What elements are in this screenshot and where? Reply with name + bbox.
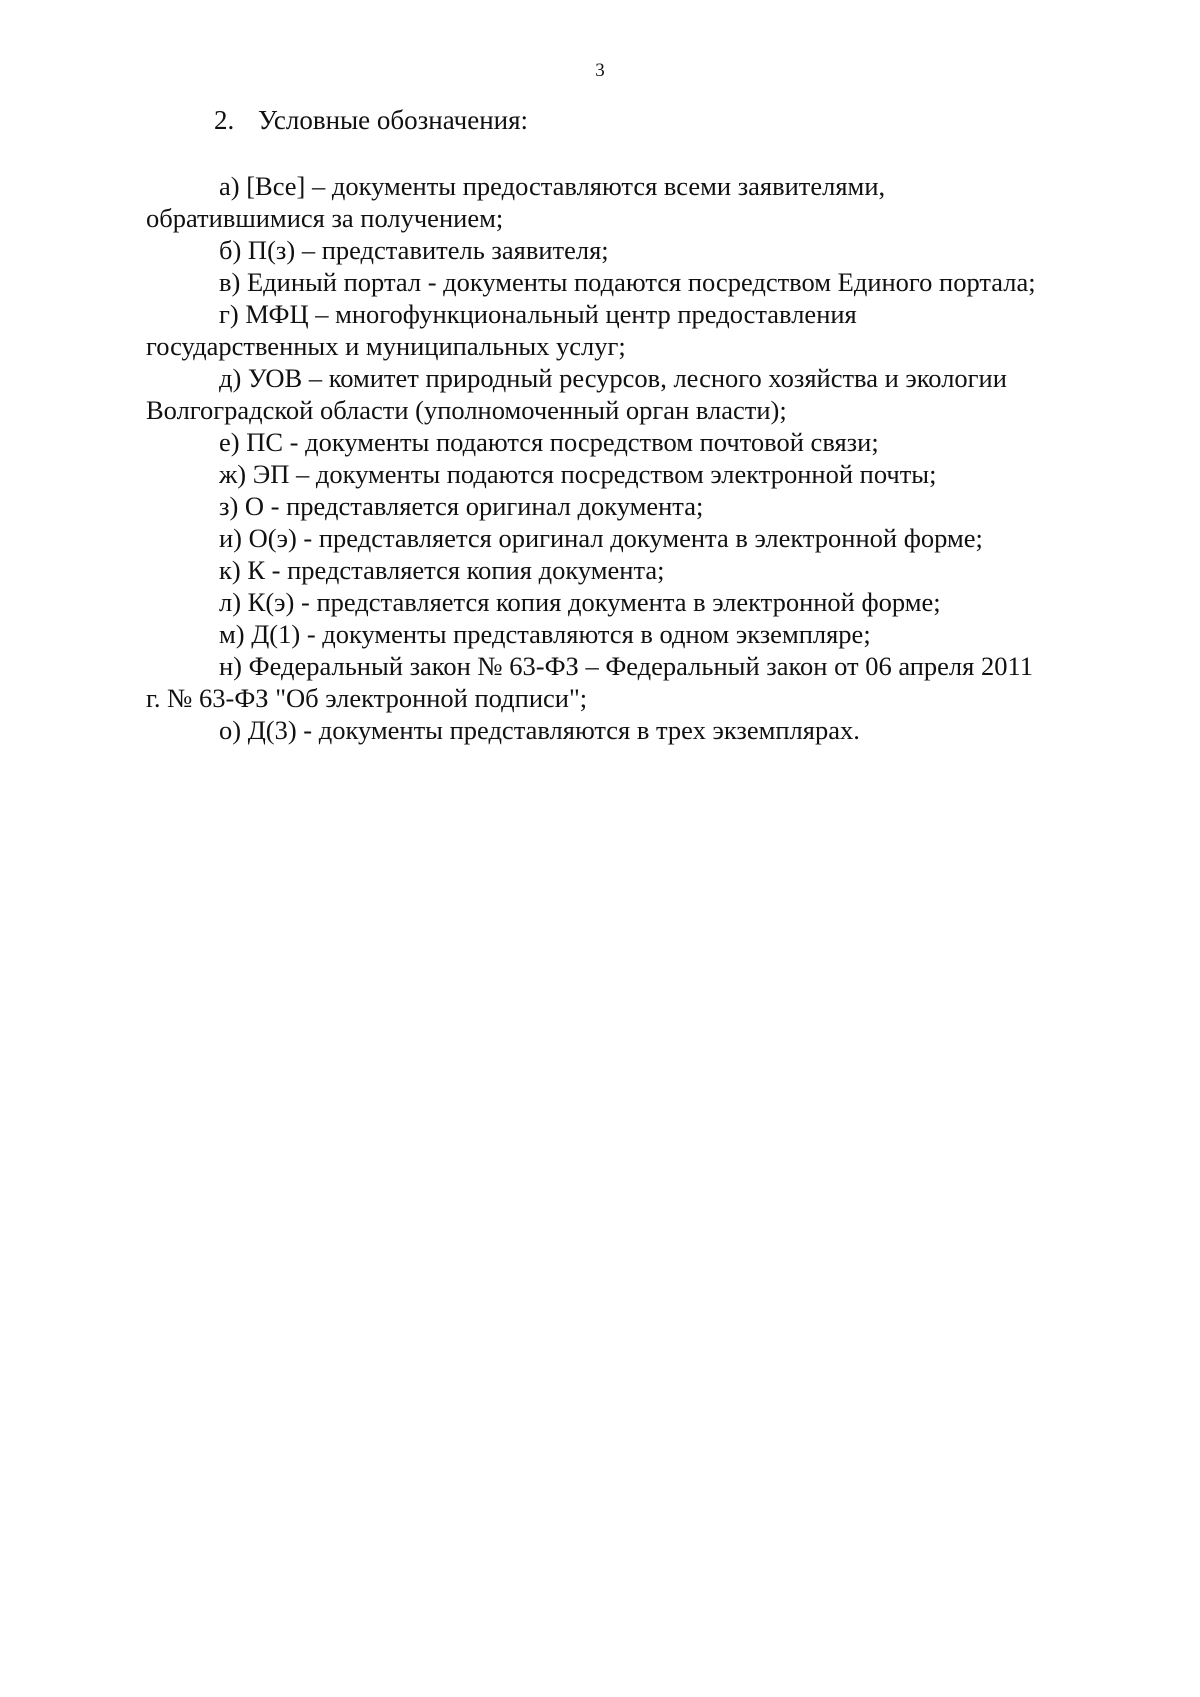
legend-item-z [146,490,1046,522]
legend-item-i [146,522,1046,554]
legend-item-text: в) Единый портал - документы подаются посредством Единого портала; [219,267,1036,297]
legend-item-n [146,650,1046,714]
legend-item-a [146,170,1046,234]
legend-item-k [146,554,1046,586]
page-number: 3 [595,60,605,81]
legend-item-text: е) ПС - документы подаются посредством почтовой связи; [219,427,879,457]
legend-item-text: б) П(з) – представитель заявителя; [219,235,609,265]
section-heading [214,104,528,136]
legend-item-text: к) К - представляется копия документа; [219,555,665,585]
legend-item-e [146,426,1046,458]
legend-item-b [146,234,1046,266]
legend-list [146,170,1046,746]
legend-item-g [146,298,1046,362]
legend-item-text: и) О(э) - представляется оригинал документа в электронной форме; [219,523,983,553]
section-number: 2. [214,105,235,135]
section-title: Условные обозначения: [258,105,529,135]
legend-item-text: г) МФЦ – многофункциональный центр предоставления государственных и муниципальных услуг; [146,299,864,361]
legend-item-text: ж) ЭП – документы подаются посредством электронной почты; [219,459,937,489]
legend-item-text: о) Д(3) - документы представляются в трех экземплярах. [219,715,860,745]
legend-item-m [146,618,1046,650]
legend-item-text: н) Федеральный закон № 63-ФЗ – Федеральный закон от 06 апреля 2011 г. № 63-ФЗ "Об электронной подписи"; [146,651,1040,713]
legend-item-text: л) К(э) - представляется копия документа в электронной форме; [219,587,941,617]
legend-item-text: д) УОВ – комитет природный ресурсов, лесного хозяйства и экологии Волгоградской области (уполномоченный орган власти); [146,363,1014,425]
legend-item-d [146,362,1046,426]
legend-item-text: м) Д(1) - документы представляются в одном экземпляре; [219,619,871,649]
legend-item-text: а) [Все] – документы предоставляются всеми заявителями, обратившимися за получением; [146,171,892,233]
legend-item-text: з) О - представляется оригинал документа; [219,491,704,521]
legend-item-o [146,714,1046,746]
legend-item-zh [146,458,1046,490]
legend-item-v [146,266,1046,298]
legend-item-l [146,586,1046,618]
